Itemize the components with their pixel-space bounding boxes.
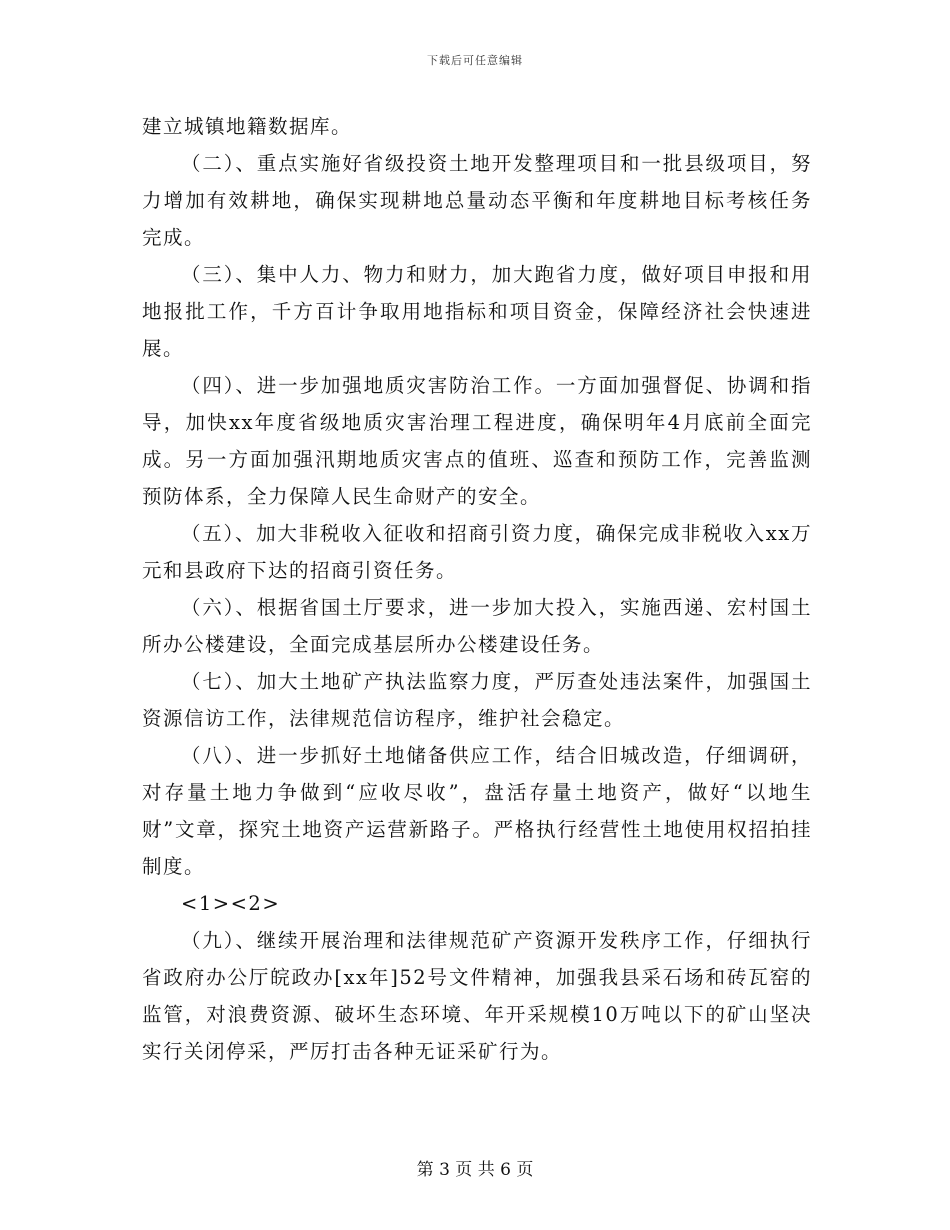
paragraph-item-7: （七）、加大土地矿产执法监察力度，严厉查处违法案件，加强国土资源信访工作，法律规范信访程序，维护社会稳定。 <box>142 670 812 730</box>
page-number: 第 3 页 共 6 页 <box>416 1160 534 1180</box>
page-marker: <1><2> <box>181 892 281 915</box>
paragraph-item-3: （三）、集中人力、物力和财力，加大跑省力度，做好项目申报和用地报批工作，千方百计争取用地指标和项目资金，保障经济社会快速进展。 <box>142 263 812 360</box>
paragraph-item-4: （四）、进一步加强地质灾害防治工作。一方面加强督促、协调和指导，加快xx年度省级地质灾害治理工程进度，确保明年4月底前全面完成。另一方面加强汛期地质灾害点的值班、巡查和预防工作，完善监测预防体系，全力保障人民生命财产的安全。 <box>142 374 812 508</box>
document-body <box>142 108 812 1070</box>
paragraph-item-5: （五）、加大非税收入征收和招商引资力度，确保完成非税收入xx万元和县政府下达的招商引资任务。 <box>142 522 812 582</box>
paragraph-item-9: （九）、继续开展治理和法律规范矿产资源开发秩序工作，仔细执行省政府办公厅皖政办[xx年]52号文件精神，加强我县采石场和砖瓦窑的监管，对浪费资源、破坏生态环境、年开采规模10万吨以下的矿山坚决实行关闭停采，严厉打击各种无证采矿行为。 <box>142 929 812 1063</box>
paragraph-item-6: （六）、根据省国土厅要求，进一步加大投入，实施西递、宏村国土所办公楼建设，全面完成基层所办公楼建设任务。 <box>142 596 812 656</box>
paragraph-item-8: （八）、进一步抓好土地储备供应工作，结合旧城改造，仔细调研，对存量土地力争做到“应收尽收”，盘活存量土地资产，做好“以地生财”文章，探究土地资产运营新路子。严格执行经营性土地使用权招拍挂制度。 <box>142 744 812 878</box>
paragraph-continuation: 建立城镇地籍数据库。 <box>142 115 353 138</box>
paragraph-item-2: （二）、重点实施好省级投资土地开发整理项目和一批县级项目，努力增加有效耕地，确保实现耕地总量动态平衡和年度耕地目标考核任务完成。 <box>142 152 812 249</box>
page-header: 下载后可任意编辑 <box>427 54 523 67</box>
